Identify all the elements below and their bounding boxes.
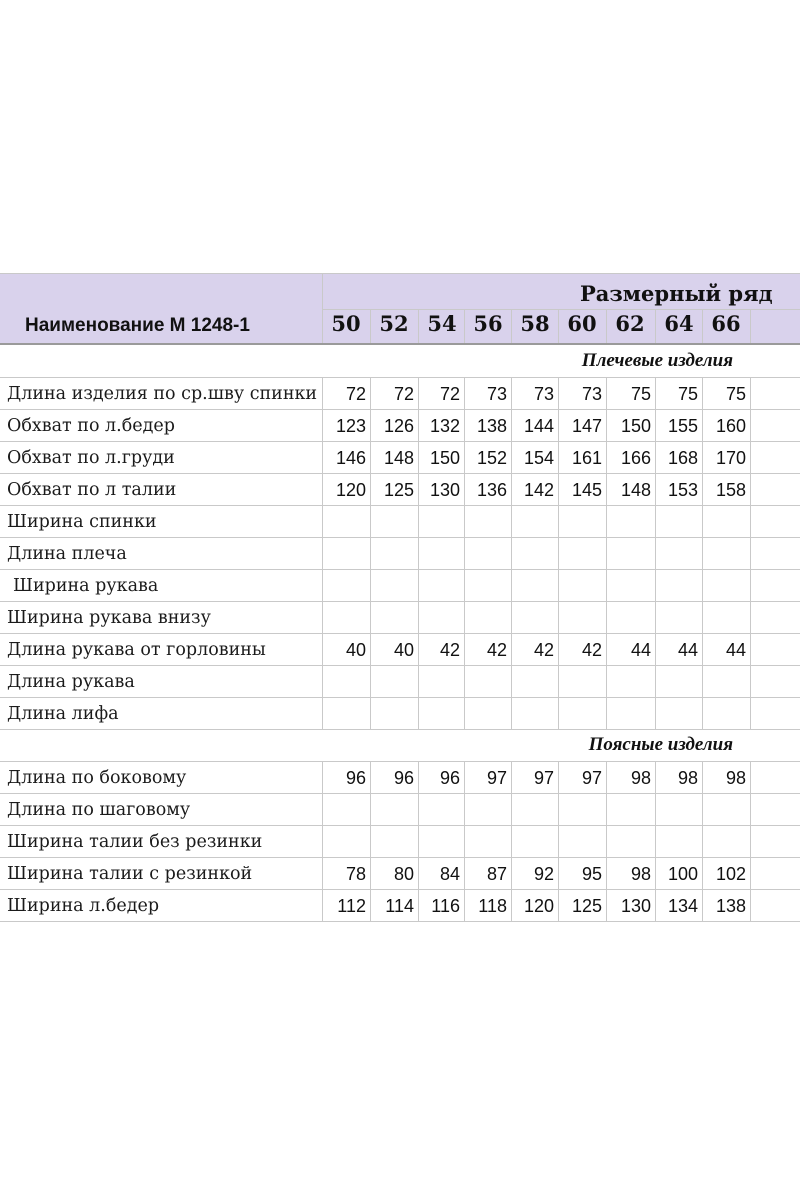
table-cell: 136 (476, 480, 507, 500)
row-column-line (464, 697, 465, 729)
row-column-line (655, 697, 656, 729)
table-cell: 153 (667, 480, 698, 500)
row-column-line (558, 569, 559, 601)
table-cell: 44 (725, 640, 746, 660)
row-column-line (702, 569, 703, 601)
table-cell: 96 (393, 768, 414, 788)
row-column-line (418, 601, 419, 633)
table-cell: 40 (345, 640, 366, 660)
table-cell: 125 (571, 896, 602, 916)
row-line (0, 505, 800, 506)
row-column-line (558, 697, 559, 729)
table-cell: 72 (393, 384, 414, 404)
row-column-line (606, 697, 607, 729)
size-header-60: 60 (567, 311, 597, 336)
size-range-title: Размерный ряд (580, 281, 773, 306)
row-column-line (750, 537, 751, 569)
row-line (0, 633, 800, 634)
table-cell: 42 (581, 640, 602, 660)
table-cell: 160 (715, 416, 746, 436)
row-column-line (511, 537, 512, 569)
table-cell: 72 (345, 384, 366, 404)
row-column-line (558, 825, 559, 857)
row-column-line (655, 665, 656, 697)
row-label: Обхват по л.бедер (7, 416, 175, 436)
row-column-line (418, 505, 419, 537)
table-cell: 148 (383, 448, 414, 468)
table-cell: 145 (571, 480, 602, 500)
row-column-line (322, 505, 323, 537)
row-label: Обхват по л.груди (7, 448, 175, 468)
row-column-line (322, 793, 323, 825)
row-label: Длина по боковому (7, 768, 187, 788)
table-cell: 146 (335, 448, 366, 468)
row-column-line (370, 793, 371, 825)
header-line (0, 273, 800, 274)
row-line (0, 441, 800, 442)
row-column-line (418, 569, 419, 601)
table-cell: 118 (478, 896, 507, 916)
table-cell: 40 (393, 640, 414, 660)
row-column-line (322, 537, 323, 569)
row-column-line (511, 569, 512, 601)
table-cell: 100 (667, 864, 698, 884)
table-cell: 75 (677, 384, 698, 404)
product-name-label: Наименование М 1248-1 (25, 315, 250, 336)
row-column-line (606, 505, 607, 537)
row-column-line (606, 825, 607, 857)
table-cell: 120 (335, 480, 366, 500)
table-cell: 120 (523, 896, 554, 916)
row-column-line (750, 409, 751, 441)
row-column-line (558, 793, 559, 825)
row-column-line (606, 665, 607, 697)
table-cell: 73 (533, 384, 554, 404)
row-column-line (511, 665, 512, 697)
row-label: Длина по шаговому (7, 800, 191, 820)
table-cell: 134 (667, 896, 698, 916)
header-column-line (750, 309, 751, 343)
table-cell: 95 (581, 864, 602, 884)
row-column-line (370, 569, 371, 601)
row-column-line (750, 505, 751, 537)
row-label: Длина рукава (7, 672, 135, 692)
table-cell: 112 (337, 896, 366, 916)
row-column-line (370, 601, 371, 633)
row-column-line (750, 857, 751, 889)
row-label: Длина изделия по ср.шву спинки (7, 384, 318, 404)
row-column-line (702, 537, 703, 569)
row-column-line (418, 697, 419, 729)
table-cell: 150 (429, 448, 460, 468)
row-column-line (558, 665, 559, 697)
row-label: Ширина рукава внизу (7, 608, 211, 628)
row-column-line (464, 569, 465, 601)
header-line (322, 309, 800, 310)
row-column-line (606, 537, 607, 569)
section-title: Поясные изделия (588, 734, 733, 755)
table-cell: 170 (715, 448, 746, 468)
row-column-line (370, 825, 371, 857)
row-label: Ширина талии без резинки (7, 832, 263, 852)
row-column-line (418, 665, 419, 697)
row-column-line (750, 441, 751, 473)
header-separator (0, 343, 800, 345)
table-cell: 98 (630, 768, 651, 788)
row-column-line (322, 665, 323, 697)
table-cell: 78 (345, 864, 366, 884)
table-cell: 44 (630, 640, 651, 660)
row-line (0, 665, 800, 666)
table-cell: 73 (581, 384, 602, 404)
table-cell: 148 (620, 480, 651, 500)
row-column-line (750, 633, 751, 665)
row-line (0, 601, 800, 602)
row-column-line (464, 825, 465, 857)
size-chart-table (0, 273, 800, 929)
row-line (0, 793, 800, 794)
table-cell: 161 (571, 448, 602, 468)
row-column-line (702, 505, 703, 537)
table-cell: 155 (667, 416, 698, 436)
table-cell: 144 (523, 416, 554, 436)
table-cell: 96 (345, 768, 366, 788)
row-column-line (606, 601, 607, 633)
row-label: Ширина л.бедер (7, 896, 160, 916)
table-cell: 73 (486, 384, 507, 404)
row-column-line (464, 601, 465, 633)
table-cell: 44 (677, 640, 698, 660)
section-line (0, 761, 800, 762)
row-column-line (750, 377, 751, 409)
row-column-line (418, 825, 419, 857)
table-cell: 130 (620, 896, 651, 916)
table-cell: 142 (523, 480, 554, 500)
row-column-line (702, 697, 703, 729)
row-column-line (655, 825, 656, 857)
size-header-52: 52 (379, 311, 409, 336)
row-column-line (370, 665, 371, 697)
section-line (0, 377, 800, 378)
row-line (0, 569, 800, 570)
table-cell: 158 (715, 480, 746, 500)
row-column-line (322, 697, 323, 729)
table-cell: 87 (486, 864, 507, 884)
table-cell: 42 (439, 640, 460, 660)
row-label: Ширина талии с резинкой (7, 864, 253, 884)
size-header-58: 58 (520, 311, 550, 336)
table-cell: 98 (725, 768, 746, 788)
table-cell: 132 (429, 416, 460, 436)
table-cell: 116 (431, 896, 460, 916)
table-cell: 102 (715, 864, 746, 884)
row-column-line (655, 569, 656, 601)
table-cell: 75 (725, 384, 746, 404)
row-column-line (511, 697, 512, 729)
row-line (0, 921, 800, 922)
row-column-line (655, 601, 656, 633)
row-column-line (750, 889, 751, 921)
table-cell: 125 (383, 480, 414, 500)
table-cell: 130 (429, 480, 460, 500)
row-column-line (418, 793, 419, 825)
row-label: Ширина рукава (13, 576, 159, 596)
row-column-line (322, 601, 323, 633)
table-cell: 97 (581, 768, 602, 788)
table-cell: 168 (667, 448, 698, 468)
row-column-line (606, 569, 607, 601)
row-column-line (702, 665, 703, 697)
table-cell: 97 (486, 768, 507, 788)
table-cell: 98 (677, 768, 698, 788)
row-column-line (702, 793, 703, 825)
row-column-line (750, 665, 751, 697)
size-header-64: 64 (664, 311, 694, 336)
row-line (0, 473, 800, 474)
size-header-54: 54 (427, 311, 457, 336)
size-header-62: 62 (615, 311, 645, 336)
row-column-line (750, 793, 751, 825)
table-cell: 154 (523, 448, 554, 468)
table-cell: 42 (486, 640, 507, 660)
row-column-line (702, 601, 703, 633)
row-column-line (370, 505, 371, 537)
section-title: Плечевые изделия (581, 350, 733, 371)
row-column-line (750, 825, 751, 857)
table-cell: 138 (715, 896, 746, 916)
table-cell: 97 (533, 768, 554, 788)
table-cell: 80 (393, 864, 414, 884)
table-cell: 75 (630, 384, 651, 404)
row-column-line (750, 601, 751, 633)
size-header-50: 50 (331, 311, 361, 336)
table-cell: 123 (335, 416, 366, 436)
row-label: Длина рукава от горловины (7, 640, 266, 660)
row-column-line (558, 505, 559, 537)
row-column-line (558, 537, 559, 569)
table-cell: 42 (533, 640, 554, 660)
row-label: Ширина спинки (7, 512, 157, 532)
table-cell: 72 (439, 384, 460, 404)
row-line (0, 825, 800, 826)
row-column-line (750, 473, 751, 505)
row-column-line (558, 601, 559, 633)
row-column-line (606, 793, 607, 825)
row-line (0, 729, 800, 730)
table-cell: 166 (620, 448, 651, 468)
row-line (0, 537, 800, 538)
row-column-line (750, 761, 751, 793)
table-cell: 150 (620, 416, 651, 436)
row-column-line (702, 825, 703, 857)
size-header-66: 66 (711, 311, 741, 336)
row-label: Длина лифа (7, 704, 119, 724)
row-column-line (750, 569, 751, 601)
row-column-line (655, 505, 656, 537)
table-cell: 147 (571, 416, 602, 436)
row-line (0, 889, 800, 890)
table-cell: 152 (476, 448, 507, 468)
table-cell: 98 (630, 864, 651, 884)
row-column-line (370, 697, 371, 729)
row-column-line (655, 537, 656, 569)
table-cell: 114 (385, 896, 414, 916)
row-column-line (511, 505, 512, 537)
table-cell: 96 (439, 768, 460, 788)
row-column-line (750, 697, 751, 729)
row-column-line (464, 537, 465, 569)
row-line (0, 697, 800, 698)
size-header-56: 56 (473, 311, 503, 336)
row-column-line (418, 537, 419, 569)
table-cell: 126 (383, 416, 414, 436)
row-column-line (511, 825, 512, 857)
table-cell: 138 (476, 416, 507, 436)
row-column-line (464, 665, 465, 697)
table-cell: 92 (533, 864, 554, 884)
row-column-line (655, 793, 656, 825)
row-line (0, 857, 800, 858)
row-column-line (322, 825, 323, 857)
row-label: Длина плеча (7, 544, 127, 564)
row-column-line (511, 793, 512, 825)
row-line (0, 409, 800, 410)
row-column-line (464, 505, 465, 537)
row-column-line (511, 601, 512, 633)
table-cell: 84 (439, 864, 460, 884)
row-column-line (370, 537, 371, 569)
row-column-line (464, 793, 465, 825)
row-label: Обхват по л талии (7, 480, 177, 500)
